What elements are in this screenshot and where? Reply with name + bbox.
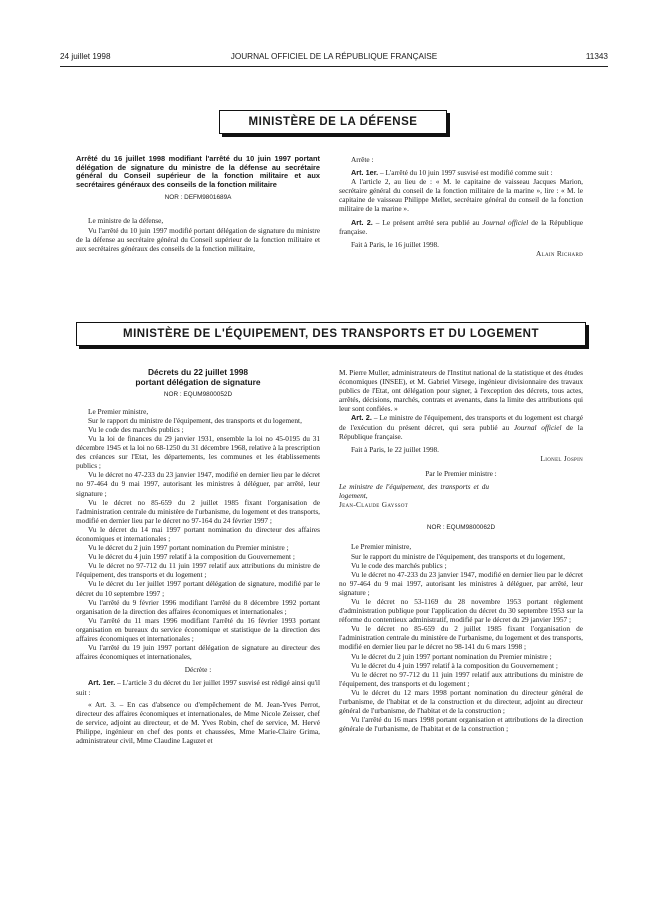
nor-reference: NOR : EQUM9800052D [163, 390, 233, 398]
paragraph: Vu l'arrêté du 16 mars 1998 portant organisation et attributions de la direction générale de l'urbanisme, de l'habitat et de la construction ; [339, 715, 583, 734]
article-text: – Le présent arrêté sera publié au [372, 217, 483, 227]
journal-name: Journal officiel [513, 422, 562, 432]
section-title-equipement: MINISTÈRE DE L'ÉQUIPEMENT, DES TRANSPORTS ET DU LOGEMENT [76, 322, 586, 346]
signature: Alain Richard [536, 248, 583, 258]
article-label: Art. 1er. [88, 678, 116, 688]
paragraph: Vu le décret no 85-659 du 2 juillet 1985 fixant l'organisation de l'administration centrale du ministère de l'urbanisme, du logement et des transports, modifié en dernier lieu par le décret no 98-141 du 6 mars 1998 ; [339, 624, 583, 652]
article-1 [339, 168, 583, 177]
paragraph: Vu le décret du 4 juin 1997 relatif à la composition du Gouvernement ; [88, 552, 295, 562]
section-title-defense: MINISTÈRE DE LA DÉFENSE [219, 110, 447, 134]
arrete-label: Arrête : [351, 155, 374, 164]
defense-right-column [339, 155, 583, 258]
journal-name: Journal officiel [482, 217, 529, 227]
paragraph: Vu le code des marchés publics ; [88, 424, 184, 434]
decrete-label: Décrète : [184, 665, 212, 675]
paragraph: Vu le décret no 53-1169 du 28 novembre 1953 portant règlement d'administration publique pour l'application du décret du 30 septembre 1953 sur la réforme du contentieux administratif, modifié par le décret du 29 janvier 1957 ; [339, 596, 583, 625]
article-text: – Le ministre de l'équipement, des transports et du logement est chargé de l'exécution du présent décret, qui sera publié au [339, 413, 583, 432]
minister-signature: Jean-Claude Gayssot [339, 500, 409, 510]
paragraph: Vu le décret du 14 mai 1997 portant nomination du directeur des affaires économiques et internationales ; [76, 524, 320, 543]
paragraph: Vu le décret du 4 juin 1997 relatif à la composition du Gouvernement ; [351, 660, 558, 670]
paragraph: Sur le rapport du ministre de l'équipement, des transports et du logement, [88, 415, 302, 425]
paragraph: Vu le décret du 1er juillet 1997 portant délégation de signature, modifié par le décret du 10 septembre 1997 ; [76, 579, 320, 598]
article-3-quote: « Art. 3. – En cas d'absence ou d'empêchement de M. Jean-Yves Perrot, directeur des affaires économiques et internationales, de Mme Nicole Zeisser, chef de service, adjoint au directeur, et de M. Yves Robin, chef de service, M. Hervé Philippe, ingénieur en chef des ponts et chaussées, Mme Marie-Claire Grima, administrateur civil, Mme Claudine Laguzet et [76, 699, 320, 745]
article-2 [339, 413, 583, 440]
article-label: Art. 2. [351, 413, 372, 423]
paragraph: Vu le décret no 47-233 du 23 janvier 1947, modifié en dernier lieu par le décret no 97-464 du 9 mai 1997, autorisant les ministres à déléguer, par arrêté, leur signature ; [76, 470, 320, 498]
paragraph: Vu le décret du 12 mars 1998 portant nomination du directeur général de l'urbanisme, de l'habitat et de la construction et du directeur, adjoint au directeur général de l'urbanisme, de l'habitat et de la construction ; [339, 687, 583, 716]
decree-subtitle: portant délégation de signature [135, 376, 261, 387]
paragraph: Vu le code des marchés publics ; [351, 560, 447, 570]
journal-title: JOURNAL OFFICIEL DE LA RÉPUBLIQUE FRANÇAISE [230, 52, 438, 61]
article-text: de la République française. [339, 217, 583, 236]
nor-reference: NOR : DEFM9801689A [164, 194, 232, 202]
issue-date: 24 juillet 1998 [60, 52, 111, 61]
equipement-left-column [76, 368, 320, 745]
paragraph: Vu l'arrêté du 10 juin 1997 modifié portant délégation de signature du ministre de la défense au secrétaire général du Conseil supérieur de la fonction militaire et aux secrétaires généraux des conseils de la fonction militaire, [76, 225, 320, 253]
defense-left-column [76, 155, 320, 253]
arrete-title: Arrêté du 16 juillet 1998 modifiant l'arrêté du 10 juin 1997 portant délégation de signature du ministre de la défense au secrétaire général du Conseil supérieur de la fonction militaire et aux secrétaires généraux des conseils de la fonction militaire [76, 154, 320, 189]
paragraph: Vu l'arrêté du 19 juin 1997 portant délégation de signature au directeur des affaires économiques et internationales, [76, 643, 320, 662]
done-at: Fait à Paris, le 16 juillet 1998. [351, 239, 439, 249]
header-rule [60, 66, 608, 67]
pm-signature: Lionel Jospin [540, 453, 583, 463]
paragraph: Sur le rapport du ministre de l'équipement, des transports et du logement, [351, 551, 565, 561]
paragraph: Le ministre de la défense, [88, 216, 164, 226]
page-number: 11343 [585, 52, 608, 61]
article-2 [339, 218, 583, 236]
article-text: – L'arrêté du 10 juin 1997 susvisé est modifié comme suit : [378, 168, 553, 178]
article-text: – L'article 3 du décret du 1er juillet 1997 susvisé est rédigé ainsi qu'il suit : [76, 678, 320, 697]
paragraph: Vu le décret no 97-712 du 11 juin 1997 relatif aux attributions du ministre de l'équipement, des transports et du logement ; [76, 561, 320, 580]
done-at: Fait à Paris, le 22 juillet 1998. [351, 444, 439, 454]
paragraph: Le Premier ministre, [351, 542, 412, 552]
paragraph: Vu le décret no 97-712 du 11 juin 1997 relatif aux attributions du ministre de l'équipement, des transports et du logement ; [339, 669, 583, 688]
article-1-detail: A l'article 2, au lieu de : « M. le capitaine de vaisseau Jacques Marion, secrétaire général du conseil de la fonction militaire de la marine », lire : « M. le capitaine de vaisseau Philippe Mellet, secrétaire général du conseil de la fonction militaire de la marine ». [339, 177, 583, 214]
paragraph: Vu l'arrêté du 9 février 1996 modifiant l'arrêté du 8 décembre 1992 portant organisation de la direction des affaires économiques et internationales ; [76, 597, 320, 616]
article-1 [76, 678, 320, 696]
paragraph: Vu l'arrêté du 11 mars 1996 modifiant l'arrêté du 16 février 1993 portant organisation en bureaux du service économique et statistique de la direction des affaires économiques et internationales ; [76, 615, 320, 644]
paragraph: Vu le décret no 47-233 du 23 janvier 1947, modifié en dernier lieu par le décret no 97-464 du 9 mai 1997, autorisant les ministres à déléguer, par arrêté, leur signature ; [339, 569, 583, 597]
paragraph: Vu le décret du 2 juin 1997 portant nomination du Premier ministre ; [351, 651, 552, 661]
par-le-premier-ministre: Par le Premier ministre : [425, 468, 497, 478]
decree-title: Décrets du 22 juillet 1998 [147, 367, 249, 377]
equipement-right-column [339, 368, 583, 733]
nor-reference: NOR : EQUM9800062D [426, 524, 496, 532]
paragraph: Vu la loi de finances du 29 janvier 1931, ensemble la loi no 45-0195 du 31 décembre 1945 et la loi no 68-1250 du 31 décembre 1968, relative à la prescription des créances sur l'Etat, les départements, les communes et les établissements publics ; [76, 433, 320, 471]
paragraph: Le Premier ministre, [88, 406, 149, 416]
article-text: de la République française. [339, 422, 583, 441]
article-label: Art. 1er. [351, 168, 379, 178]
paragraph: M. Pierre Muller, administrateurs de l'Institut national de la statistique et des études économiques (INSEE), et M. Gabriel Virsege, ingénieur divisionnaire des travaux publics de l'Etat, ont délégation pour signer, à l'exception des décrets, tous actes, arrêtés, décisions, marchés, contrats et avenants, dans la limite des attributions qui leur sont confiées. » [339, 368, 583, 414]
running-header [60, 52, 608, 66]
paragraph: Vu le décret no 85-659 du 2 juillet 1985 fixant l'organisation de l'administration centrale du ministère de l'urbanisme, du logement et des transports, modifié en dernier lieu par le décret no 97-164 du 24 février 1997 ; [76, 497, 320, 525]
minister-title: Le ministre de l'équipement, des transports et du logement, [339, 482, 489, 501]
paragraph: Vu le décret du 2 juin 1997 portant nomination du Premier ministre ; [88, 543, 289, 553]
article-label: Art. 2. [351, 217, 373, 227]
